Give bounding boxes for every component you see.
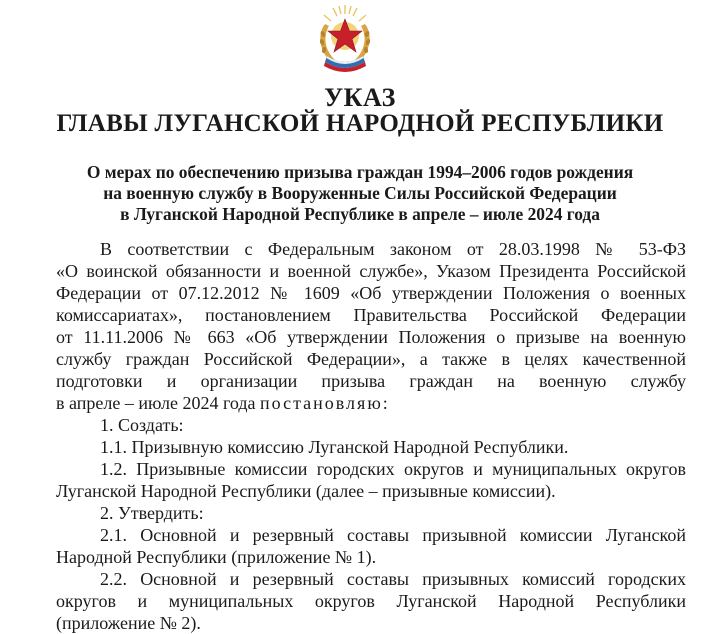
preamble-line: «О воинской обязанности и военной службе», Указом Президента Российской [56, 261, 686, 281]
clause-2-2-cont: округов и муниципальных округов Луганской Народной Республики [56, 591, 686, 611]
clause-1-2-cont: Луганской Народной Республики (далее – призывные комиссии). [56, 481, 556, 501]
clause-1-1: 1.1. Призывную комиссию Луганской Народной Республики. [100, 437, 569, 457]
clause-2-1: 2.1. Основной и резервный составы призывной комиссии Луганской [100, 525, 686, 545]
clause-1-2: 1.2. Призывные комиссии городских округов и муниципальных округов [100, 459, 686, 479]
subject-line: О мерах по обеспечению призыва граждан 1994–2006 годов рождения [86, 162, 634, 182]
preamble-date-range: в апреле – июле 2024 года [56, 393, 256, 413]
lpr-coat-of-arms-icon [311, 2, 379, 76]
decree-subject [40, 162, 680, 225]
decree-title: УКАЗ [324, 83, 396, 112]
clause-1: 1. Создать: [100, 415, 184, 435]
preamble-line: службу граждан Российской Федерации», а также в целях качественной [56, 349, 686, 369]
clause-2: 2. Утвердить: [100, 503, 204, 523]
subject-line: в Луганской Народной Республике в апреле – июле 2024 года [120, 204, 600, 224]
decree-issuer: ГЛАВЫ ЛУГАНСКОЙ НАРОДНОЙ РЕСПУБЛИКИ [56, 110, 664, 137]
preamble-line: от 11.11.2006 № 663 «Об утверждении Положения о призыве на военную [56, 327, 686, 347]
preamble-last-line [56, 392, 686, 414]
preamble-line: В соответствии с Федеральным законом от 28.03.1998 № 53-ФЗ [100, 239, 686, 259]
decree-body [56, 238, 686, 634]
decree-word: постановляю: [260, 393, 390, 413]
subject-line: на военную службу в Вооруженные Силы Российской Федерации [103, 183, 617, 203]
preamble-line: комиссариатах», постановлением Правительства Российской Федерации [56, 305, 686, 325]
clause-2-2-cont: (приложение № 2). [56, 613, 201, 633]
clause-2-2: 2.2. Основной и резервный составы призывных комиссий городских [100, 569, 686, 589]
preamble-line: Федерации от 07.12.2012 № 1609 «Об утверждении Положения о военных [56, 283, 686, 303]
clause-2-1-cont: Народной Республики (приложение № 1). [56, 547, 377, 567]
preamble-line: подготовки и организации призыва граждан на военную службу [56, 371, 686, 391]
